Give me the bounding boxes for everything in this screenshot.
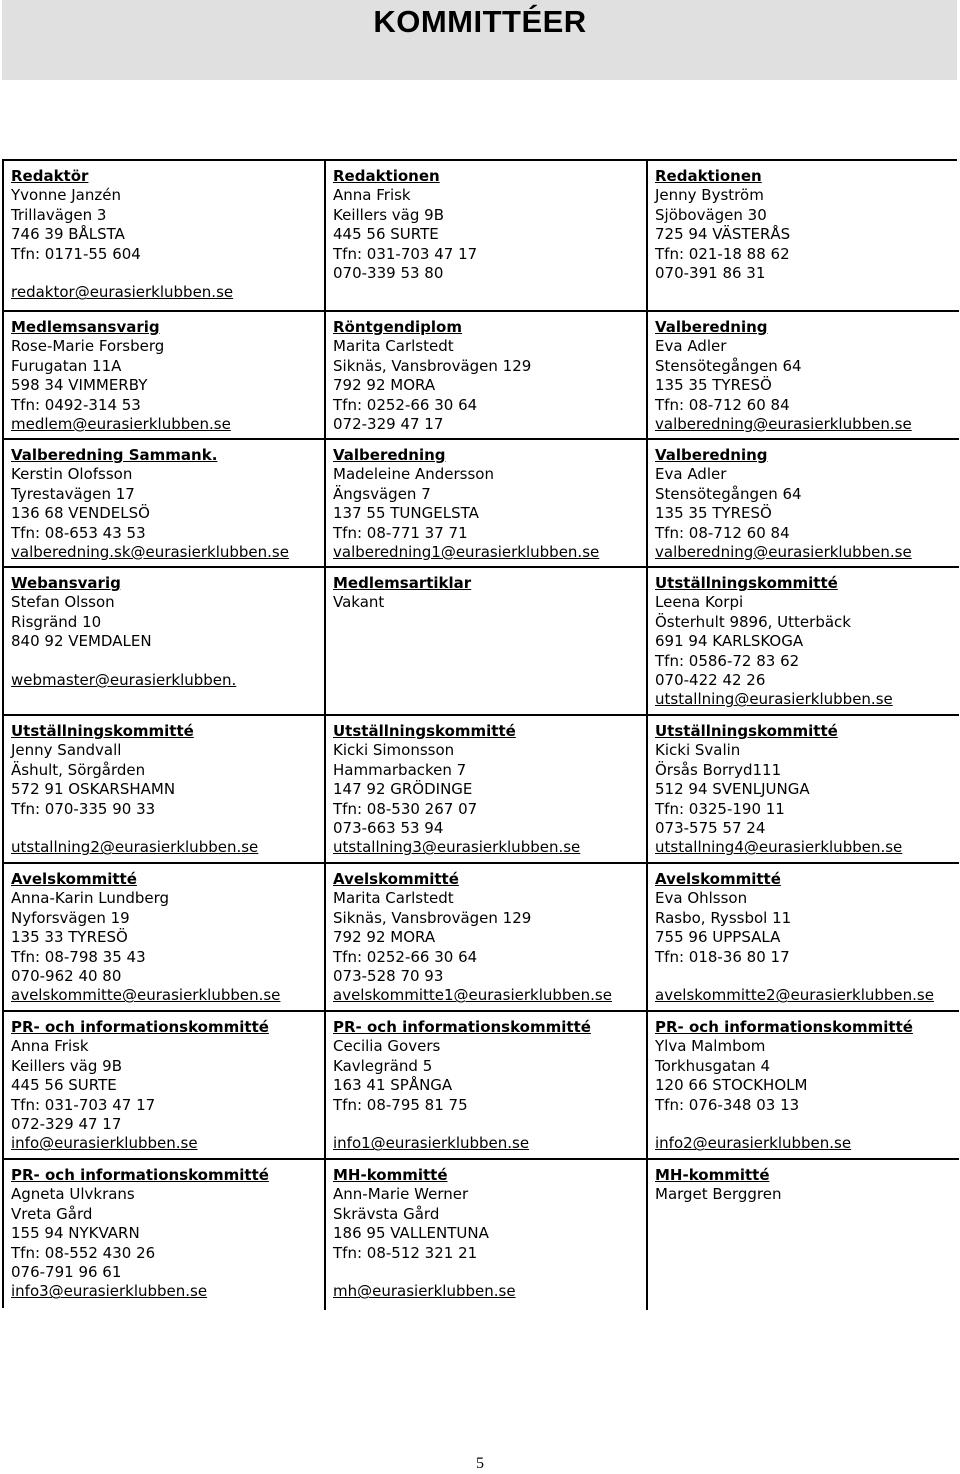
contact-line: Rose-Marie Forsberg: [11, 337, 165, 356]
role-heading: Valberedning: [655, 318, 768, 336]
contact-line: 070-391 86 31: [655, 264, 766, 283]
contact-line: 073-528 70 93: [333, 967, 444, 986]
contact-line: Hammarbacken 7: [333, 760, 467, 779]
contact-line: Siknäs, Vansbrovägen 129: [333, 356, 532, 375]
role-heading: PR- och informationskommitté: [11, 1018, 269, 1036]
contact-line: Tfn: 08-552 430 26: [11, 1243, 156, 1262]
contact-line: Agneta Ulvkrans: [11, 1185, 135, 1204]
committee-cell: [4, 1160, 326, 1310]
contact-line: 792 92 MORA: [333, 376, 436, 395]
role-heading: Utställningskommitté: [655, 722, 838, 740]
contact-line: [655, 967, 953, 986]
contact-line: 155 94 NYKVARN: [11, 1224, 140, 1243]
contact-line: Tfn: 0252-66 30 64: [333, 947, 478, 966]
contact-line: Anna-Karin Lundberg: [11, 889, 170, 908]
contact-line: Tfn: 0171-55 604: [11, 244, 141, 263]
contact-line: Nyforsvägen 19: [11, 908, 130, 927]
contact-line: 070-422 42 26: [655, 671, 766, 690]
contact-line: 137 55 TUNGELSTA: [333, 504, 479, 523]
contact-line: Tfn: 070-335 90 33: [11, 799, 156, 818]
contact-line: Furugatan 11A: [11, 356, 122, 375]
contact-line: [333, 1115, 640, 1134]
contact-line: Eva Ohlsson: [655, 889, 748, 908]
contact-line: 725 94 VÄSTERÅS: [655, 225, 791, 244]
contact-line: 792 92 MORA: [333, 928, 436, 947]
role-heading: Utställningskommitté: [333, 722, 516, 740]
contact-line: 755 96 UPPSALA: [655, 928, 781, 947]
contact-line: Keillers väg 9B: [333, 205, 444, 224]
committee-cell: [648, 716, 959, 864]
contact-line: Marget Berggren: [655, 1185, 782, 1204]
committee-cell: [326, 1012, 648, 1160]
contact-line: Eva Adler: [655, 337, 727, 356]
contact-line: [11, 819, 318, 838]
contact-line: Kavlegränd 5: [333, 1056, 433, 1075]
contact-line: 746 39 BÅLSTA: [11, 225, 125, 244]
committee-cell: [326, 568, 648, 716]
contact-line: Risgränd 10: [11, 612, 102, 631]
contact-line: Marita Carlstedt: [333, 889, 454, 908]
contact-line: 572 91 OSKARSHAMN: [11, 780, 176, 799]
committee-cell: [326, 440, 648, 568]
contact-line: 512 94 SVENLJUNGA: [655, 780, 810, 799]
role-heading: Redaktionen: [333, 167, 440, 185]
committee-cell: [326, 161, 648, 312]
page-title: KOMMITTÉER: [373, 4, 587, 39]
committee-cell: [4, 161, 326, 312]
contact-line: Tfn: 08-712 60 84: [655, 523, 790, 542]
role-heading: Webansvarig: [11, 574, 121, 592]
contact-line: Tfn: 018-36 80 17: [655, 947, 790, 966]
email-link[interactable]: avelskommitte2@eurasierklubben.se: [655, 986, 934, 1005]
role-heading: MH-kommitté: [655, 1166, 770, 1184]
contact-line: Anna Frisk: [333, 186, 411, 205]
committee-cell: [4, 1012, 326, 1160]
contact-line: Anna Frisk: [11, 1037, 89, 1056]
committee-cell: [4, 312, 326, 440]
email-link[interactable]: utstallning@eurasierklubben.se: [655, 690, 893, 709]
email-link[interactable]: valberedning1@eurasierklubben.se: [333, 543, 600, 562]
contact-line: [655, 1115, 953, 1134]
contact-line: Yvonne Janzén: [11, 186, 121, 205]
contact-line: Leena Korpi: [655, 593, 744, 612]
contact-line: Tfn: 031-703 47 17: [333, 244, 478, 263]
email-link[interactable]: info3@eurasierklubben.se: [11, 1282, 208, 1301]
email-link[interactable]: info@eurasierklubben.se: [11, 1134, 198, 1153]
email-link[interactable]: redaktor@eurasierklubben.se: [11, 283, 234, 302]
contact-line: 147 92 GRÖDINGE: [333, 780, 473, 799]
contact-line: 135 35 TYRESÖ: [655, 376, 772, 395]
role-heading: PR- och informationskommitté: [11, 1166, 269, 1184]
contact-line: Sjöbovägen 30: [655, 205, 767, 224]
contact-line: Tfn: 08-798 35 43: [11, 947, 146, 966]
email-link[interactable]: utstallning4@eurasierklubben.se: [655, 838, 903, 857]
contact-line: Kicki Svalin: [655, 741, 741, 760]
contact-line: Tfn: 021-18 88 62: [655, 244, 790, 263]
contact-line: 070-962 40 80: [11, 967, 122, 986]
role-heading: PR- och informationskommitté: [333, 1018, 591, 1036]
contact-line: 840 92 VEMDALEN: [11, 632, 152, 651]
contact-line: Tfn: 031-703 47 17: [11, 1095, 156, 1114]
committee-cell: [648, 161, 959, 312]
contact-line: 445 56 SURTE: [11, 1076, 117, 1095]
committee-cell: [648, 1160, 959, 1310]
contact-line: Tfn: 0252-66 30 64: [333, 395, 478, 414]
email-link[interactable]: medlem@eurasierklubben.se: [11, 415, 231, 434]
committee-cell: [326, 1160, 648, 1310]
contact-line: Österhult 9896, Utterbäck: [655, 612, 851, 631]
email-link[interactable]: info2@eurasierklubben.se: [655, 1134, 852, 1153]
committee-cell: [648, 568, 959, 716]
role-heading: MH-kommitté: [333, 1166, 448, 1184]
contact-line: 120 66 STOCKHOLM: [655, 1076, 808, 1095]
contact-line: 073-663 53 94: [333, 819, 444, 838]
contact-line: 070-339 53 80: [333, 264, 444, 283]
contact-line: Tfn: 08-712 60 84: [655, 395, 790, 414]
contact-line: 072-329 47 17: [333, 415, 444, 434]
contact-line: Vreta Gård: [11, 1204, 93, 1223]
contact-line: Tfn: 0492-314 53: [11, 395, 141, 414]
email-link[interactable]: valberedning@eurasierklubben.se: [655, 415, 912, 434]
email-link[interactable]: avelskommitte1@eurasierklubben.se: [333, 986, 612, 1005]
role-heading: Valberedning: [333, 446, 446, 464]
committee-cell: [4, 864, 326, 1012]
contact-line: Stefan Olsson: [11, 593, 115, 612]
committee-cell: [4, 568, 326, 716]
contact-line: Kicki Simonsson: [333, 741, 455, 760]
role-heading: Avelskommitté: [655, 870, 781, 888]
contact-line: Ann-Marie Werner: [333, 1185, 469, 1204]
contact-line: Keillers väg 9B: [11, 1056, 122, 1075]
email-link[interactable]: valberedning.sk@eurasierklubben.se: [11, 543, 289, 562]
role-heading: Redaktör: [11, 167, 89, 185]
contact-line: Äshult, Sörgården: [11, 760, 146, 779]
email-link[interactable]: webmaster@eurasierklubben.: [11, 671, 237, 690]
contact-line: Stensötegången 64: [655, 484, 802, 503]
contact-line: 186 95 VALLENTUNA: [333, 1224, 489, 1243]
contact-line: 163 41 SPÅNGA: [333, 1076, 453, 1095]
contact-line: Torkhusgatan 4: [655, 1056, 771, 1075]
contact-line: Tfn: 08-653 43 53: [11, 523, 146, 542]
page-number: 5: [476, 1455, 484, 1472]
contact-line: Ängsvägen 7: [333, 484, 431, 503]
contact-line: 135 33 TYRESÖ: [11, 928, 128, 947]
role-heading: Valberedning: [655, 446, 768, 464]
role-heading: Röntgendiplom: [333, 318, 462, 336]
contact-line: 072-329 47 17: [11, 1115, 122, 1134]
role-heading: Utställningskommitté: [655, 574, 838, 592]
contact-line: [11, 652, 318, 671]
contact-line: Madeleine Andersson: [333, 465, 494, 484]
committee-cell: [648, 864, 959, 1012]
role-heading: PR- och informationskommitté: [655, 1018, 913, 1036]
committee-cell: [4, 716, 326, 864]
contact-line: 691 94 KARLSKOGA: [655, 632, 804, 651]
contact-line: Tfn: 0325-190 11: [655, 799, 785, 818]
contact-line: Tfn: 08-771 37 71: [333, 523, 468, 542]
contact-line: Jenny Byström: [655, 186, 764, 205]
contact-line: Tfn: 076-348 03 13: [655, 1095, 800, 1114]
contact-line: Örsås Borryd111: [655, 760, 782, 779]
role-heading: Avelskommitté: [11, 870, 137, 888]
contact-line: [11, 264, 318, 283]
email-link[interactable]: mh@eurasierklubben.se: [333, 1282, 516, 1301]
contact-line: 076-791 96 61: [11, 1263, 122, 1282]
committee-cell: [326, 312, 648, 440]
committee-cell: [648, 440, 959, 568]
contact-line: Skrävsta Gård: [333, 1204, 440, 1223]
contact-line: Rasbo, Ryssbol 11: [655, 908, 792, 927]
committee-cell: [326, 864, 648, 1012]
contact-line: Vakant: [333, 593, 385, 612]
email-link[interactable]: avelskommitte@eurasierklubben.se: [11, 986, 281, 1005]
contact-line: Tyrestavägen 17: [11, 484, 135, 503]
role-heading: Redaktionen: [655, 167, 762, 185]
contact-line: Cecilia Govers: [333, 1037, 441, 1056]
committee-cell: [326, 716, 648, 864]
contact-line: 598 34 VIMMERBY: [11, 376, 148, 395]
committee-cell: [4, 440, 326, 568]
role-heading: Medlemsansvarig: [11, 318, 160, 336]
contact-line: [333, 1263, 640, 1282]
contact-line: Tfn: 08-530 267 07: [333, 799, 478, 818]
contact-line: Eva Adler: [655, 465, 727, 484]
contact-line: 445 56 SURTE: [333, 225, 439, 244]
contact-line: 136 68 VENDELSÖ: [11, 504, 150, 523]
contact-line: Stensötegången 64: [655, 356, 802, 375]
contact-line: Ylva Malmbom: [655, 1037, 766, 1056]
contact-line: Trillavägen 3: [11, 205, 107, 224]
contact-line: 135 35 TYRESÖ: [655, 504, 772, 523]
email-link[interactable]: utstallning2@eurasierklubben.se: [11, 838, 259, 857]
contact-line: Siknäs, Vansbrovägen 129: [333, 908, 532, 927]
email-link[interactable]: utstallning3@eurasierklubben.se: [333, 838, 581, 857]
committee-table: [2, 159, 957, 1308]
role-heading: Medlemsartiklar: [333, 574, 472, 592]
contact-line: Marita Carlstedt: [333, 337, 454, 356]
role-heading: Utställningskommitté: [11, 722, 194, 740]
contact-line: Kerstin Olofsson: [11, 465, 133, 484]
contact-line: Tfn: 08-512 321 21: [333, 1243, 478, 1262]
contact-line: Tfn: 0586-72 83 62: [655, 651, 800, 670]
contact-line: 073-575 57 24: [655, 819, 766, 838]
committee-cell: [648, 1012, 959, 1160]
role-heading: Valberedning Sammank.: [11, 446, 218, 464]
contact-line: Tfn: 08-795 81 75: [333, 1095, 468, 1114]
email-link[interactable]: valberedning@eurasierklubben.se: [655, 543, 912, 562]
email-link[interactable]: info1@eurasierklubben.se: [333, 1134, 530, 1153]
committee-cell: [648, 312, 959, 440]
role-heading: Avelskommitté: [333, 870, 459, 888]
contact-line: Jenny Sandvall: [11, 741, 122, 760]
